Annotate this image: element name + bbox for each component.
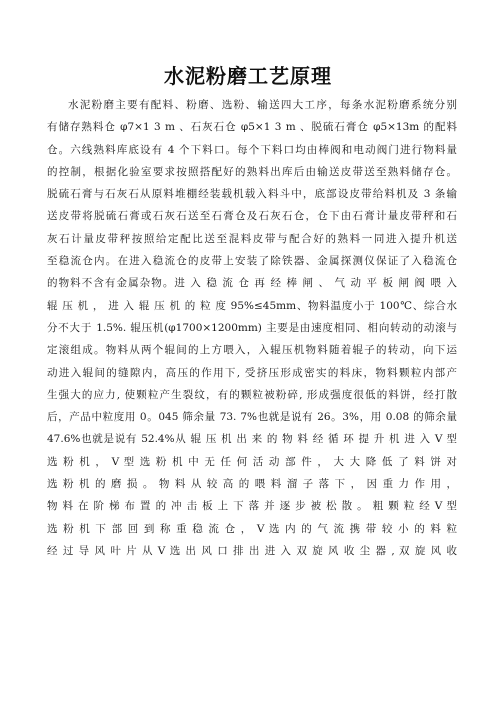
text-line: 经 过 导 风 叶 片 从 V 选 出 风 口 排 出 进 入 双 旋 风 收 尘 器 , 双 旋 风 收 [47,544,457,557]
text-line: 选 粉 机 的 磨 损 。 物 料 从 较 高 的 喂 料 溜 子 落 下 ， 因 重 力 作 用 ， [47,478,457,491]
document-body [47,94,457,562]
text-line: 送皮带将脱硫石膏或石灰石送至石膏仓及石灰石仓，仓下由石膏计量皮带秤和石 [47,210,457,223]
document-title: 水泥粉磨工艺原理 [164,64,332,88]
text-line: 有储存熟料仓 φ7×1 3 m 、石灰石仓 φ5×1 3 m 、脱硫石膏仓 φ5×13m 的配料 [47,121,457,134]
text-line: 选 粉 机 下 部 回 到 称 重 稳 流 仓 ， V 选 内 的 气 流 携 带 较 小 的 料 粒 [47,522,457,535]
text-line: 至稳流仓内。在进入稳流仓的皮带上安装了除铁器、金属探测仪保证了入稳流仓 [47,255,457,268]
text-line: 后，产品中粒度用 0。045 筛余量 73. 7%也就是说有 26。3%，用 0.08 的筛余量 [47,411,457,424]
text-line: 辊 压 机 ， 进 入 辊 压 机 的 粒 度 95%≤45mm、物料温度小于 100℃、综合水 [47,299,457,312]
text-line: 选 粉 机 ， V 型 选 粉 机 中 无 任 何 活 动 部 件 ， 大 大 降 低 了 料 饼 对 [47,455,457,468]
text-line: 的控制，根据化验室要求按照搭配好的熟料出库后由输送皮带送至熟料储存仓。 [47,165,457,178]
text-line: 47.6%也就是说有 52.4%从 辊 压 机 出 来 的 物 料 经 循 环 提 升 机 进 入 V 型 [47,433,457,446]
text-line: 仓。六线熟料库底设有 4 个下料口。每个下料口均由棒阀和电动阀门进行物料量 [47,143,457,156]
text-line: 水泥粉磨主要有配料、粉磨、选粉、输送四大工序，每条水泥粉磨系统分别 [68,99,457,111]
text-line: 生强大的应力, 使颗粒产生裂纹，有的颗粒被粉碎, 形成强度很低的料饼，经打散 [47,388,457,401]
text-line: 分不大于 1.5%. 辊压机(φ1700×1200mm) 主要是由速度相同、相向转动的动滚与 [47,321,457,334]
text-line: 定滚组成。物料从两个辊间的上方喂入，入辊压机物料随着辊子的转动，向下运 [47,344,457,357]
text-line: 灰石计量皮带秤按照给定配比送至混料皮带与配合好的熟料一同进入提升机送 [47,232,457,245]
text-line: 动进入辊间的缝隙内，高压的作用下, 受挤压形成密实的料床，物料颗粒内部产 [47,366,457,379]
text-line: 的物料不含有金属杂物。进 入 稳 流 仓 再 经 棒 闸 、 气 动 平 板 闸 阀 喂 入 [47,277,457,290]
text-line: 物 料 在 阶 梯 布 置 的 冲 击 板 上 下 落 并 逐 步 被 松 散 。 粗 颗 粒 经 V 型 [47,500,457,513]
text-line: 脱硫石膏与石灰石从原料堆棚经装载机载入料斗中，底部设皮带给料机及 3 条输 [47,188,457,201]
